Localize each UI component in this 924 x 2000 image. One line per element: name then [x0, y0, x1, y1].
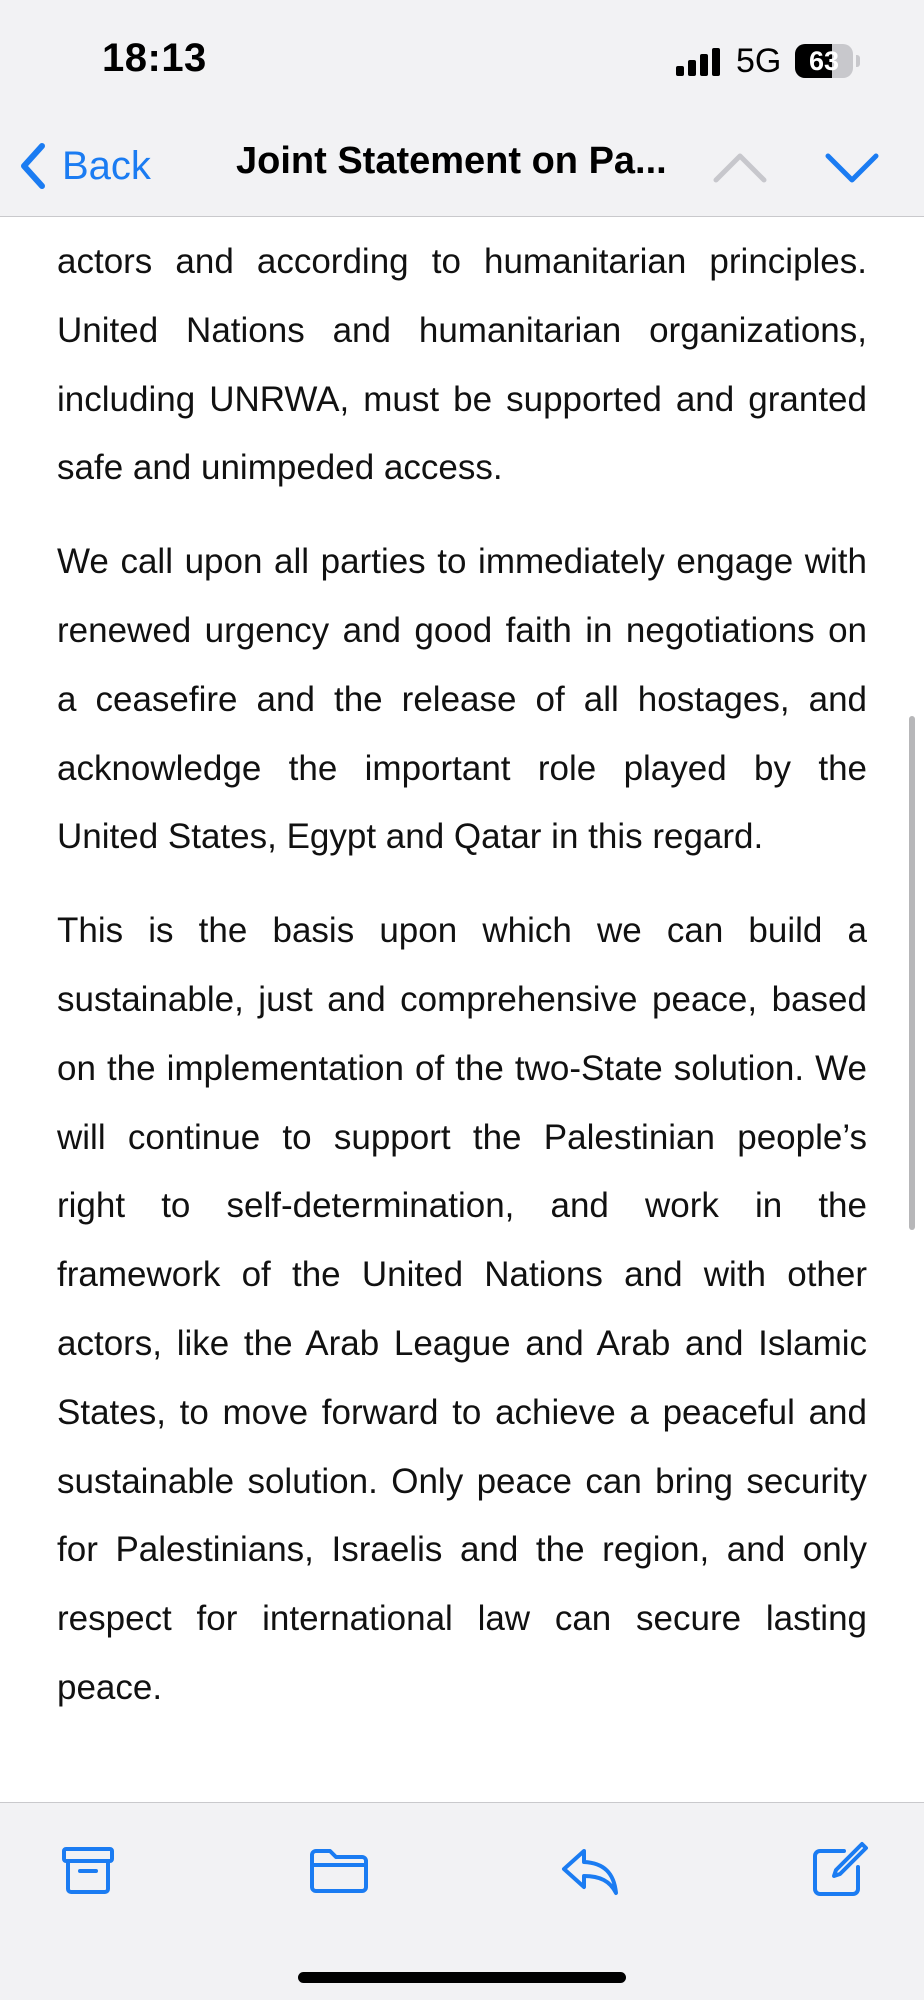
reply-icon [556, 1839, 622, 1901]
next-message-button[interactable] [823, 142, 881, 194]
battery-icon [795, 44, 861, 78]
reply-button[interactable] [556, 1839, 622, 1901]
body-paragraph: This is the basis upon which we can build a sustainable, just and comprehensive peace, based on the implementation of the two-State solution. We will continue to support the Palestinian people’s right to self-determination, and work in the framework of the United Nations and with other actors, like the Arab League and Arab and Islamic States, to move forward to achieve a peaceful and sustainable solution. Only peace can bring security for Palestinians, Israelis and the region, and only respect for international law can secure lasting peace. [57, 911, 867, 1707]
body-paragraph: actors and according to humanitarian principles. United Nations and humanitarian organizations, including UNRWA, must be supported and granted safe and unimpeded access. [57, 242, 867, 488]
message-subject-title: Joint Statement on Pa... [236, 140, 667, 182]
signal-strength-icon [676, 46, 722, 76]
chevron-up-icon [711, 142, 769, 194]
previous-message-button[interactable] [711, 142, 769, 194]
home-indicator [298, 1972, 626, 1983]
chevron-down-icon [823, 142, 881, 194]
status-time: 18:13 [102, 36, 207, 80]
move-to-folder-button[interactable] [306, 1839, 372, 1901]
back-button[interactable] [18, 136, 151, 196]
status-bar [0, 0, 924, 120]
message-body [57, 228, 867, 1748]
compose-icon [806, 1839, 872, 1901]
chevron-left-icon [18, 141, 48, 191]
compose-button[interactable] [806, 1839, 872, 1901]
folder-icon [306, 1839, 372, 1901]
back-button-label: Back [62, 143, 151, 188]
body-paragraph: We call upon all parties to immediately engage with renewed urgency and good faith in negotiations on a ceasefire and the release of all hostages, and acknowledge the important role played by the United States, Egypt and Qatar in this regard. [57, 542, 867, 857]
archive-icon [56, 1839, 122, 1901]
scroll-indicator[interactable] [909, 716, 915, 1230]
battery-percent: 63 [808, 46, 840, 76]
network-type: 5G [736, 42, 782, 80]
bottom-toolbar [0, 1802, 924, 2000]
archive-button[interactable] [56, 1839, 122, 1901]
navigation-bar [0, 120, 924, 217]
